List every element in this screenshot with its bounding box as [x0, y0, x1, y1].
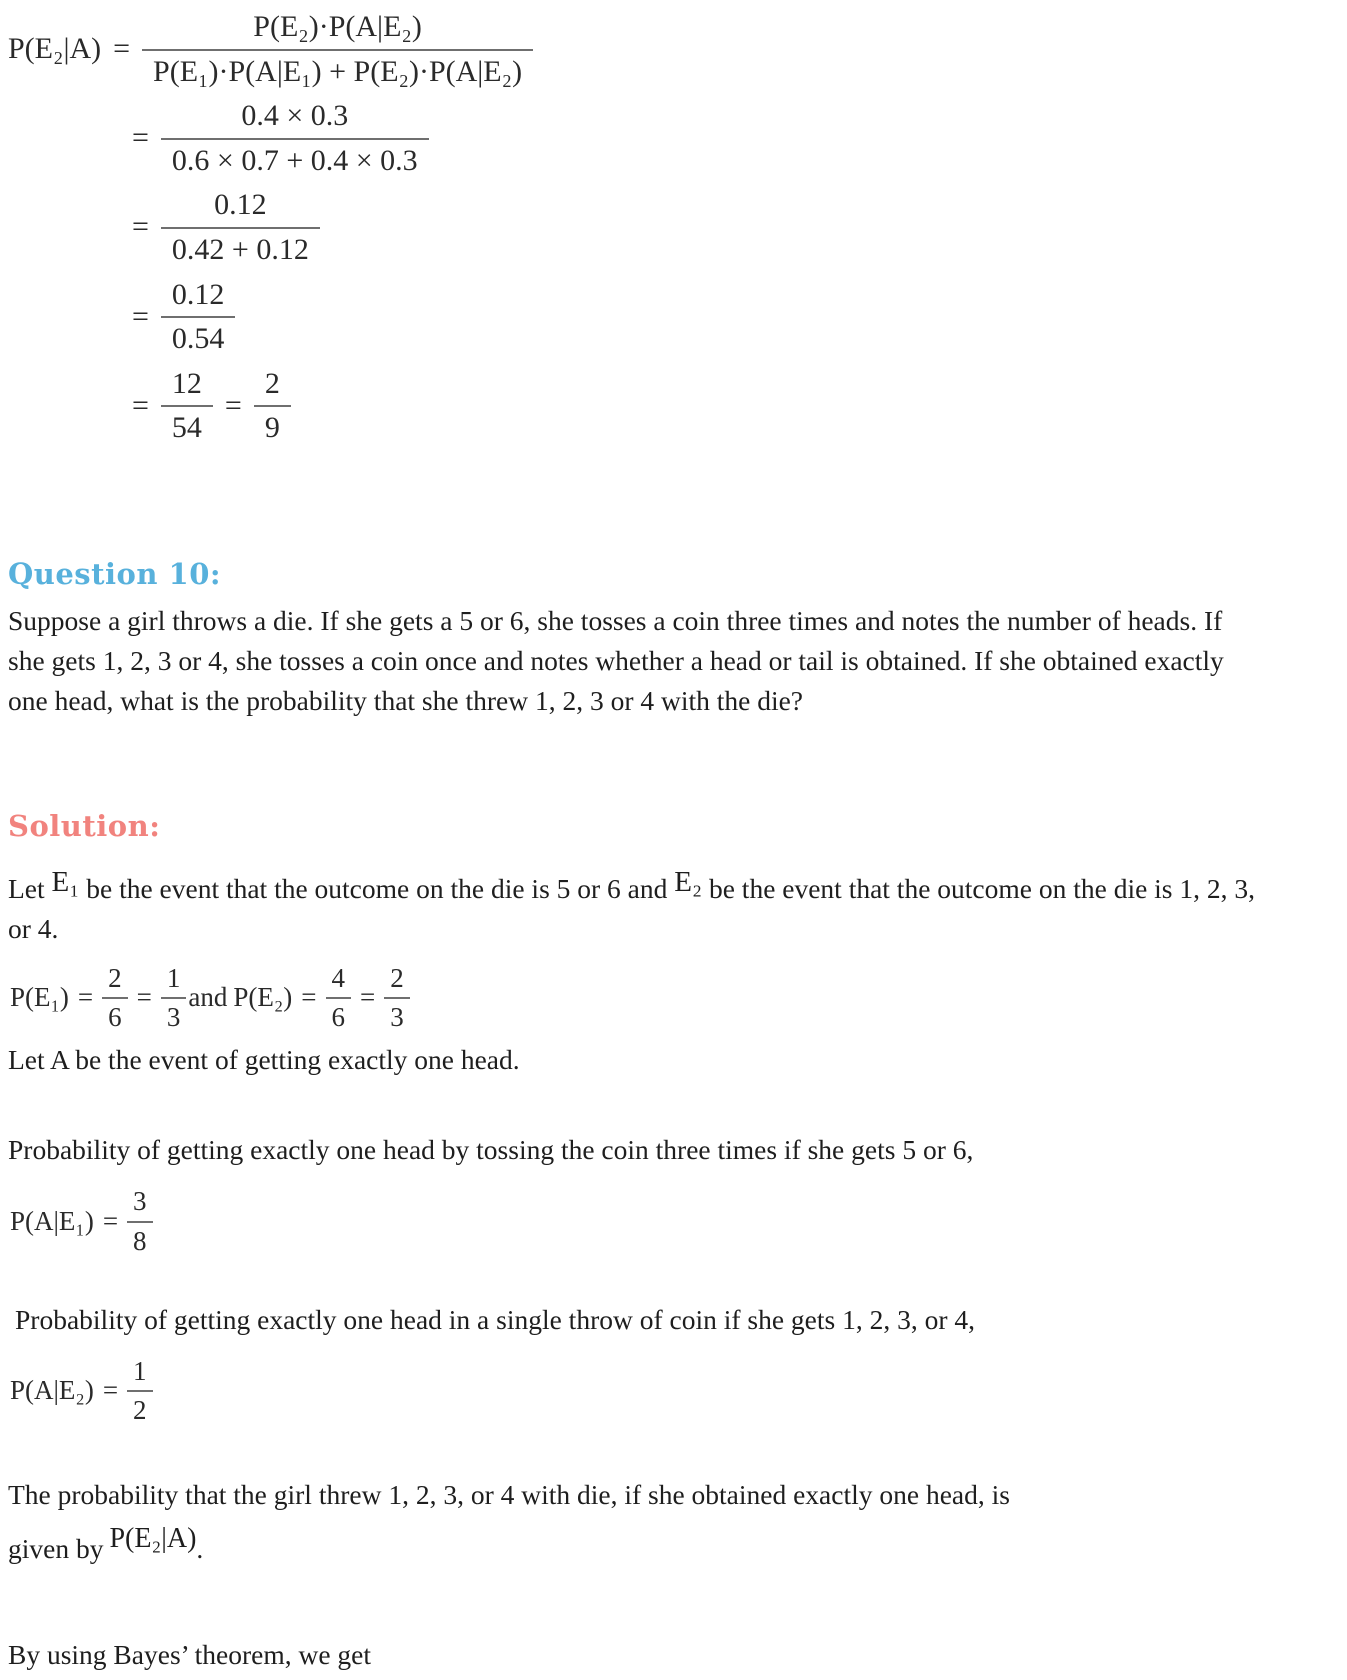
fraction-numerator: 4 — [331, 962, 345, 993]
events-definition-text — [8, 865, 1264, 949]
derivation-row-5 — [120, 367, 1333, 445]
equals-sign: = — [77, 982, 94, 1013]
single-throw-probability-text: Probability of getting exactly one head in a single throw of coin if she gets 1, 2, 3, or 4, — [15, 1303, 976, 1335]
text-fragment: be the event that the outcome on the die is 1, 2, 3, or 4. — [8, 872, 1256, 944]
closing-statement-line1: The probability that the girl threw 1, 2, 3, or 4 with die, if she obtained exactly one head, is — [8, 1479, 1010, 1511]
derivation-row-4 — [120, 278, 1333, 356]
equals-sign: = — [132, 121, 149, 155]
e1-symbol: E₁ — [51, 865, 80, 898]
p-a-given-e2-formula — [10, 1356, 1333, 1425]
fraction-denominator: P(E₁)·P(A|E₁) + P(E₂)·P(A|E₂) — [142, 49, 533, 89]
text-fragment: Let — [8, 872, 52, 904]
decimal-fraction — [161, 278, 236, 356]
equals-sign: = — [132, 210, 149, 244]
fraction-denominator: 6 — [102, 997, 128, 1032]
fraction-denominator: 9 — [254, 405, 291, 445]
fraction-denominator: 3 — [161, 997, 187, 1032]
event-a-definition-text: Let A be the event of getting exactly one head. — [8, 1044, 520, 1076]
p-a-e1-label: P(A|E₁) — [10, 1205, 94, 1236]
fraction-denominator: 2 — [127, 1390, 153, 1425]
fraction-numerator: P(E₂)·P(A|E₂) — [253, 10, 422, 43]
fraction-numerator: 0.12 — [171, 277, 225, 311]
p-a-e2-label: P(A|E₂) — [10, 1375, 94, 1406]
p-e2-label: P(E₂) — [233, 982, 293, 1013]
equals-sign: = — [136, 982, 152, 1013]
fraction-numerator: 3 — [133, 1186, 147, 1217]
equals-sign: = — [301, 982, 317, 1013]
fraction-denominator: 0.42 + 0.12 — [161, 227, 320, 267]
fraction-numerator: 2 — [390, 962, 404, 993]
two-thirds-fraction — [384, 963, 410, 1032]
fraction-numerator: 1 — [166, 962, 181, 993]
derivation-row-1 — [8, 10, 1333, 88]
fraction-denominator: 0.54 — [161, 316, 236, 356]
p-a-given-e1-formula — [10, 1186, 1333, 1255]
derivation-row-3 — [120, 188, 1333, 266]
fraction-numerator: 12 — [171, 366, 202, 400]
solution-heading: Solution: — [8, 808, 161, 843]
prior-probabilities-formula — [10, 963, 1333, 1032]
fraction-numerator: 2 — [108, 962, 122, 993]
bayes-theorem-intro-text: By using Bayes’ theorem, we get — [8, 1639, 372, 1671]
period-text: . — [196, 1533, 204, 1565]
three-tosses-probability-text: Probability of getting exactly one head by tossing the coin three times if she gets 5 or 6, — [8, 1134, 974, 1166]
equals-sign: = — [224, 388, 242, 422]
twelve-fiftyfour-fraction — [161, 367, 213, 445]
e2-symbol: E₂ — [674, 865, 703, 898]
closing-statement-line2 — [8, 1523, 1333, 1581]
given-by-text: given by — [8, 1533, 104, 1565]
equals-sign: = — [102, 1375, 119, 1406]
three-eighths-fraction — [127, 1186, 153, 1255]
p-e1-label: P(E₁) — [10, 982, 69, 1013]
p-e2-given-a-expression: P(E₂|A) — [109, 1523, 197, 1555]
fraction-numerator: 0.4 × 0.3 — [241, 99, 349, 133]
one-half-fraction — [127, 1356, 153, 1425]
derivation-row-2 — [120, 99, 1333, 177]
fraction-denominator: 6 — [326, 997, 352, 1032]
one-third-fraction — [161, 963, 187, 1032]
two-sixths-fraction — [102, 963, 128, 1032]
equals-sign: = — [360, 982, 376, 1013]
equals-sign: = — [132, 388, 149, 422]
bayes-fraction — [142, 10, 533, 88]
fraction-numerator: 1 — [133, 1355, 147, 1386]
fraction-denominator: 8 — [127, 1221, 153, 1256]
four-sixths-fraction — [326, 963, 352, 1032]
and-connector: and — [188, 982, 228, 1013]
values-fraction — [161, 99, 429, 177]
equals-sign: = — [132, 299, 149, 333]
fraction-denominator: 3 — [384, 997, 410, 1032]
fraction-numerator: 2 — [264, 366, 280, 400]
fraction-denominator: 0.6 × 0.7 + 0.4 × 0.3 — [161, 138, 429, 178]
text-fragment: be the event that the outcome on the die is 5 or 6 and — [79, 872, 675, 904]
equals-sign: = — [102, 1205, 119, 1236]
question-text: Suppose a girl throws a die. If she gets a 5 or 6, she tosses a coin three times and notes the number of heads. If she gets 1, 2, 3 or 4, she tosses a coin once and notes whether a head or tail is obtained. If she obtained exactly one head, what is the probability that she threw 1, 2, 3 or 4 with the die? — [8, 604, 1224, 716]
final-answer-fraction — [254, 367, 291, 445]
simplified-fraction — [161, 188, 320, 266]
p-e2-given-a-lhs: P(E₂|A) — [8, 32, 102, 66]
question-heading: Question 10: — [8, 556, 222, 591]
fraction-numerator: 0.12 — [214, 188, 267, 222]
equals-sign: = — [113, 32, 131, 66]
fraction-denominator: 54 — [161, 405, 213, 445]
bayes-derivation-block — [8, 8, 1333, 445]
